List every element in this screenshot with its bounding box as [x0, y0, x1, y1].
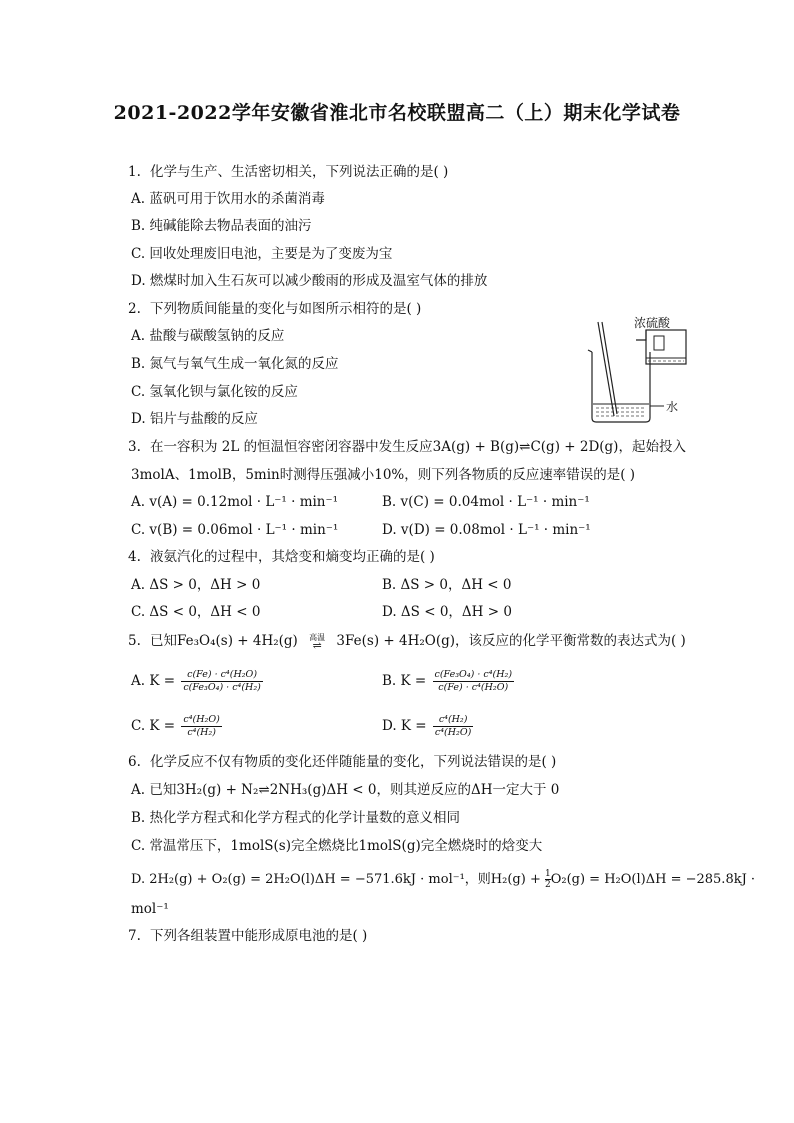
numerator: 1: [544, 869, 551, 879]
equilibrium-arrow: 高温 ⇌: [302, 634, 332, 650]
q6-option-a: A. 已知3H₂(g) + N₂⇌2NH₃(g)ΔH < 0，则其逆反应的ΔH一定大于 0: [131, 782, 560, 798]
q2-option-d: D. 铝片与盐酸的反应: [131, 411, 258, 427]
q4-option-b: B. ΔS > 0，ΔH < 0: [382, 577, 512, 593]
option-text-pre: D. 2H₂(g) + O₂(g) = 2H₂O(l)ΔH = −571.6kJ · mol⁻¹，则H₂(g) +: [131, 872, 541, 887]
numerator: c(Fe) · c⁴(H₂O): [181, 669, 263, 682]
condition-label: 高温: [309, 632, 326, 642]
option-text-post: O₂(g) = H₂O(l)ΔH = −285.8kJ ·: [550, 872, 756, 887]
q5-option-a: [131, 669, 263, 694]
question-1: [128, 162, 448, 182]
option-prefix: C. K =: [131, 718, 176, 734]
q4-option-d: D. ΔS < 0，ΔH > 0: [382, 604, 512, 620]
fraction: [433, 669, 515, 694]
question-stem: 化学与生产、生活密切相关，下列说法正确的是( ): [150, 164, 449, 180]
q6-option-d-wrap: mol⁻¹: [131, 901, 169, 917]
question-2: [128, 299, 421, 319]
q1-option-b: B. 纯碱能除去物品表面的油污: [131, 218, 312, 234]
q2-option-b: B. 氮气与氧气生成一氧化氮的反应: [131, 356, 339, 372]
numerator: c⁴(H₂O): [183, 714, 220, 725]
question-number: 2.: [128, 301, 141, 317]
question-number: 6.: [128, 754, 141, 770]
q4-option-c: C. ΔS < 0，ΔH < 0: [131, 604, 261, 620]
denominator: c(Fe₃O₄) · c⁴(H₂): [183, 682, 261, 693]
q1-option-c: C. 回收处理废旧电池，主要是为了变废为宝: [131, 246, 393, 262]
q3-option-d: D. v(D) = 0.08mol · L⁻¹ · min⁻¹: [382, 522, 591, 538]
figure-label-sulfuric-acid: 浓硫酸: [634, 316, 671, 330]
q3-option-a: A. v(A) = 0.12mol · L⁻¹ · min⁻¹: [131, 494, 339, 510]
numerator: c⁴(H₂): [433, 714, 473, 727]
q6-option-b: B. 热化学方程式和化学方程式的化学计量数的意义相同: [131, 810, 461, 826]
q5-option-c: [131, 714, 222, 739]
q1-option-d: D. 燃煤时加入生石灰可以减少酸雨的形成及温室气体的排放: [131, 273, 488, 289]
page-title: 2021-2022学年安徽省淮北市名校联盟高二（上）期末化学试卷: [113, 102, 681, 124]
denominator: 2: [544, 880, 551, 890]
question-stem: 在一容积为 2L 的恒温恒容密闭容器中发生反应3A(g) + B(g)⇌C(g) + 2D(g)，起始投入: [150, 439, 686, 455]
q3-option-c: C. v(B) = 0.06mol · L⁻¹ · min⁻¹: [131, 522, 339, 538]
q2-option-c: C. 氢氧化钡与氯化铵的反应: [131, 384, 298, 400]
q6-option-c: C. 常温常压下，1molS(s)完全燃烧比1molS(g)完全燃烧时的焓变大: [131, 838, 543, 854]
question-5: [128, 631, 686, 651]
q5-option-d: [382, 714, 473, 739]
question-stem: 下列各组装置中能形成原电池的是( ): [150, 928, 368, 944]
question-number: 1.: [128, 164, 141, 180]
question-stem-pre: 已知Fe₃O₄(s) + 4H₂(g): [150, 633, 298, 649]
question-3: [128, 437, 686, 457]
beaker-figure: [584, 318, 694, 428]
question-stem: 化学反应不仅有物质的变化还伴随能量的变化，下列说法错误的是( ): [150, 754, 557, 770]
fraction: [181, 669, 263, 694]
q5-option-b: [382, 669, 514, 694]
question-3-stem-line-2: 3molA、1molB，5min时测得压强减小10%，则下列各物质的反应速率错误的是( ): [131, 467, 636, 483]
question-stem: 液氨汽化的过程中，其焓变和熵变均正确的是( ): [150, 549, 435, 565]
question-stem-post: 3Fe(s) + 4H₂O(g)，该反应的化学平衡常数的表达式为( ): [336, 633, 686, 649]
numerator: c(Fe₃O₄) · c⁴(H₂): [434, 669, 513, 680]
question-6: [128, 752, 556, 772]
q1-option-a: A. 蓝矾可用于饮用水的杀菌消毒: [131, 191, 325, 207]
option-prefix: A. K =: [131, 673, 176, 689]
denominator: c⁴(H₂O): [434, 727, 472, 738]
fraction: [433, 714, 473, 739]
question-4: [128, 547, 435, 567]
question-number: 4.: [128, 549, 141, 565]
q6-option-d: [131, 869, 755, 890]
q2-option-a: A. 盐酸与碳酸氢钠的反应: [131, 328, 285, 344]
question-number: 5.: [128, 633, 141, 649]
question-number: 3.: [128, 439, 141, 455]
figure-label-water: 水: [666, 400, 679, 414]
q3-option-b: B. v(C) = 0.04mol · L⁻¹ · min⁻¹: [382, 494, 590, 510]
question-stem: 下列物质间能量的变化与如图所示相符的是( ): [150, 301, 422, 317]
fraction: [181, 714, 221, 739]
question-number: 7.: [128, 928, 141, 944]
option-prefix: B. K =: [382, 673, 427, 689]
denominator: c(Fe) · c⁴(H₂O): [438, 682, 509, 693]
q4-option-a: A. ΔS > 0，ΔH > 0: [131, 577, 261, 593]
question-7: [128, 926, 367, 946]
option-prefix: D. K =: [382, 718, 427, 734]
denominator: c⁴(H₂): [187, 727, 216, 738]
